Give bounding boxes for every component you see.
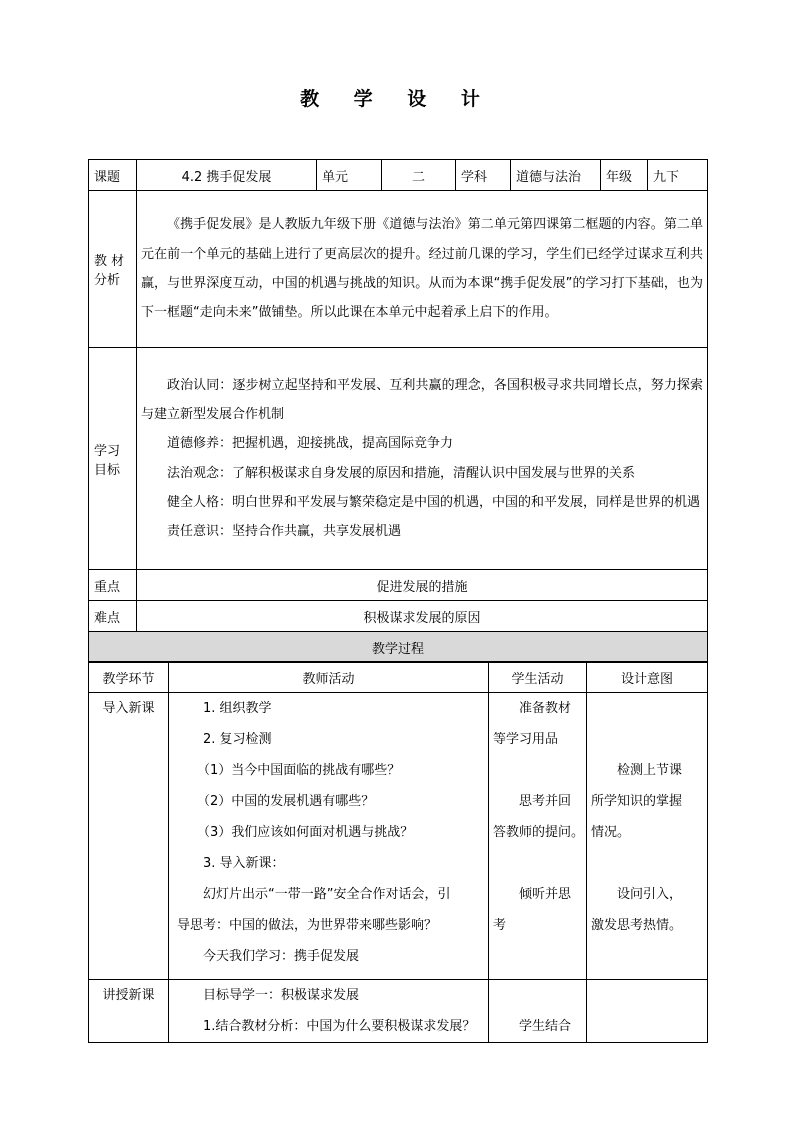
- lecture-student: 学生结合: [489, 980, 587, 1043]
- analysis-label: 教 材 分析: [89, 191, 137, 348]
- difficult-point-value: 积极谋求发展的原因: [137, 601, 708, 632]
- page-title: 教 学 设 计: [300, 88, 494, 110]
- process-banner-row: [89, 632, 708, 663]
- intro-intent: 检测上节课 所学知识的掌握 情况。 设问引入， 激发思考热情。: [587, 693, 708, 980]
- difficult-point-label: 难点: [89, 601, 137, 632]
- goal-item: 责任意识：坚持合作共赢，共享发展机遇: [167, 524, 402, 540]
- process-banner: 教学过程: [89, 632, 708, 663]
- lecture-stage: 讲授新课: [89, 980, 169, 1043]
- goal-item: 政治认同：逐步树立起坚持和平发展、互利共赢的理念，各国积极寻求共同增长点，努力探索与建立新型发展合作机制: [141, 377, 703, 422]
- lecture-row: [89, 980, 708, 1043]
- unit-label: 单元: [317, 160, 382, 191]
- header-teacher: 教师活动: [169, 662, 489, 693]
- goal-item: 道德修养：把握机遇，迎接挑战，提高国际竞争力: [167, 436, 454, 452]
- intro-teacher: 1. 组织教学 2. 复习检测 （1）当今中国面临的挑战有哪些？ （2）中国的发展机遇有哪些？ （3）我们应该如何面对机遇与挑战？ 3. 导入新课： 幻灯片出示“一带一路”安全合作对话会，引 导思考：中国的做法，为世界带来哪些影响？ 今天我们学习：携手促发展: [169, 693, 489, 980]
- header-student: 学生活动: [489, 662, 587, 693]
- info-row: [89, 160, 708, 191]
- lesson-info-table: [88, 159, 708, 663]
- key-point-row: [89, 570, 708, 601]
- analysis-row: [89, 191, 708, 348]
- grade-label: 年级: [601, 160, 648, 191]
- goals-label: 学习 目标: [89, 348, 137, 570]
- process-table: [88, 661, 708, 1043]
- analysis-text: 《携手促发展》是人教版九年级下册《道德与法治》第二单元第四课第二框题的内容。第二单元在前一个单元的基础上进行了更高层次的提升。经过前几课的学习，学生们已经学过谋求互利共赢，与世界深度互动，中国的机遇与挑战的知识。从而为本课“携手促发展”的学习打下基础，也为下一框题“走向未来”做铺垫。所以此课在本单元中起着承上启下的作用。: [137, 191, 708, 348]
- goal-item: 法治观念：了解积极谋求自身发展的原因和措施，清醒认识中国发展与世界的关系: [167, 465, 636, 481]
- lecture-teacher: 目标导学一：积极谋求发展 1.结合教材分析：中国为什么要积极谋求发展？: [169, 980, 489, 1043]
- lecture-intent: [587, 980, 708, 1043]
- header-stage: 教学环节: [89, 662, 169, 693]
- goals-row: [89, 348, 708, 570]
- topic-value: 4.2 携手促发展: [137, 160, 317, 191]
- goals-list: [137, 348, 708, 570]
- intro-student: 准备教材 等学习用品 思考并回 答教师的提问。 倾听并思 考: [489, 693, 587, 980]
- intro-row: [89, 693, 708, 980]
- unit-value: 二: [382, 160, 456, 191]
- key-point-value: 促进发展的措施: [137, 570, 708, 601]
- goal-item: 健全人格：明白世界和平发展与繁荣稳定是中国的机遇，中国的和平发展，同样是世界的机遇: [167, 494, 701, 510]
- intro-stage: 导入新课: [89, 693, 169, 980]
- process-header-row: [89, 662, 708, 693]
- grade-value: 九下: [648, 160, 708, 191]
- key-point-label: 重点: [89, 570, 137, 601]
- topic-label: 课题: [89, 160, 137, 191]
- subject-value: 道德与法治: [511, 160, 601, 191]
- subject-label: 学科: [456, 160, 511, 191]
- difficult-point-row: [89, 601, 708, 632]
- header-intent: 设计意图: [587, 662, 708, 693]
